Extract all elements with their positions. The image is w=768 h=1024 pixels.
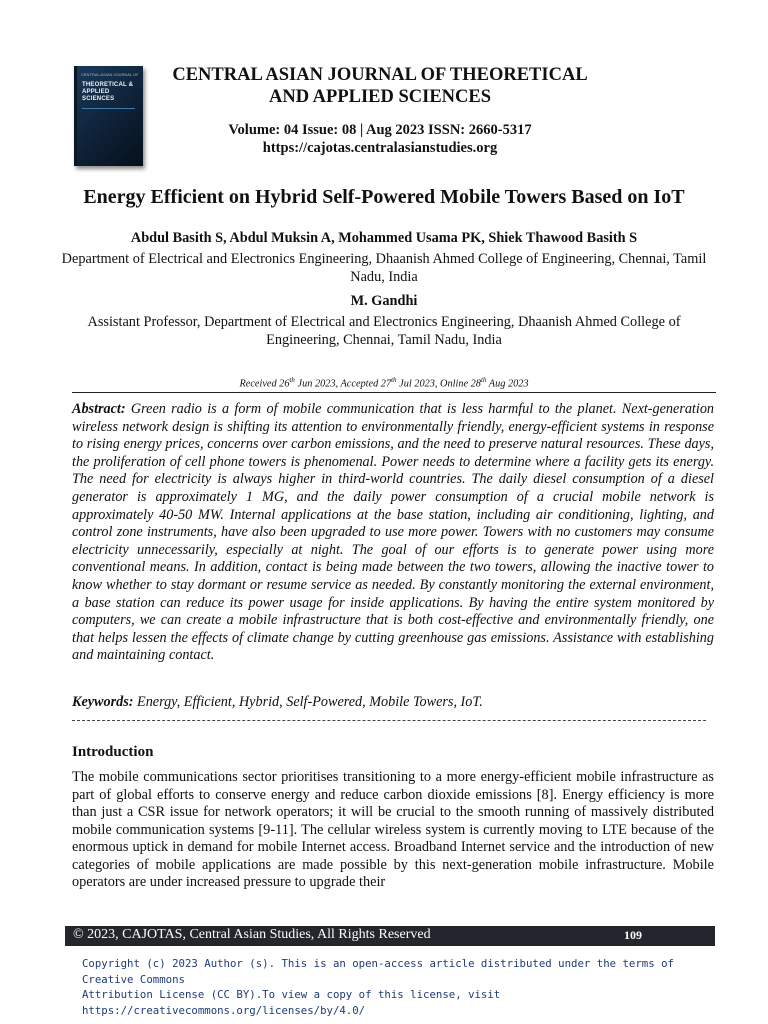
cover-title-line: APPLIED — [82, 89, 110, 95]
keywords-label: Keywords: — [72, 694, 134, 710]
cover-small-text: CENTRAL ASIAN JOURNAL OF — [81, 72, 139, 77]
author-list: Abdul Basith S, Abdul Muksin A, Mohammed Usama PK, Shiek Thawood Basith S — [130, 230, 638, 246]
date-suffix: th — [289, 376, 295, 384]
license-notice — [82, 956, 702, 1018]
cover-title-line: SCIENCES — [82, 96, 115, 102]
introduction-heading: Introduction — [72, 744, 154, 760]
introduction-paragraph: The mobile communications sector prioritises transitioning to a more energy-efficient mobile infrastructure as part of global efforts to conserve energy and reduce carbon dioxide emissions [8]. Energy efficiency is more than just a CSR issue for network operators; it will be crucial to the smooth running of massively distributed mobile communication systems [9-11]. The cellular wireless system is currently moving to LTE because of the enormous uptick in demand for mobile Internet access. Broadband Internet service and the introduction of new categories of mobile applications are made possible by this next-generation mobile infrastructure. Mobile operators are under increased pressure to upgrade their — [72, 769, 714, 890]
cover-divider — [82, 108, 135, 109]
date-suffix: th — [391, 376, 397, 384]
license-line: Copyright (c) 2023 Author (s). This is an open-access article distributed under the terms of Creative Commons — [82, 957, 674, 986]
date-suffix: th — [480, 376, 487, 384]
journal-title — [130, 64, 630, 108]
accepted-date: Jun 2023, Accepted 27 — [294, 378, 392, 390]
abstract — [72, 401, 714, 665]
page-number: 109 — [624, 928, 642, 942]
second-author: M. Gandhi — [350, 293, 418, 309]
footer-copyright: © 2023, CAJOTAS, Central Asian Studies, All Rights Reserved — [73, 927, 431, 942]
online-date-rest: Aug 2023 — [486, 378, 529, 390]
keywords — [72, 694, 714, 711]
paper-title: Energy Efficient on Hybrid Self-Powered Mobile Towers Based on IoT — [83, 186, 685, 208]
journal-title-line1: CENTRAL ASIAN JOURNAL OF THEORETICAL — [172, 65, 588, 85]
publication-dates — [60, 376, 708, 389]
received-date: Received 26 — [239, 378, 290, 390]
second-author-affiliation: Assistant Professor, Department of Electrical and Electronics Engineering, Dhaanish Ahmed College of Engineering, Chennai, Tamil Nadu, India — [87, 314, 681, 348]
online-date: Jul 2023, Online 28 — [396, 378, 481, 390]
author-affiliation: Department of Electrical and Electronics Engineering, Dhaanish Ahmed College of Engineering, Chennai, Tamil Nadu, India — [61, 251, 707, 285]
cover-title-line: THEORETICAL & — [82, 82, 134, 88]
abstract-label: Abstract: — [72, 401, 126, 417]
section-divider — [72, 392, 716, 393]
keywords-text: Energy, Efficient, Hybrid, Self-Powered, Mobile Towers, IoT. — [133, 694, 483, 710]
keywords-divider — [72, 720, 706, 722]
journal-url-link[interactable]: https://cajotas.centralasianstudies.org — [262, 140, 498, 156]
journal-title-line2: AND APPLIED SCIENCES — [268, 87, 492, 107]
volume-issue-line: Volume: 04 Issue: 08 | Aug 2023 ISSN: 2660-5317 — [228, 122, 532, 138]
abstract-text: Green radio is a form of mobile communication that is less harmful to the planet. Next-generation wireless network design is shifting its attention to environmentally friendly, energy-efficient systems in response to rising energy prices, concerns over carbon emissions, and the need to preserve natural resources. These days, the proliferation of cell phone towers is phenomenal. Power needs to determine where a facility gets its energy. The need for electricity is always higher in third-world countries. The daily diesel consumption of a diesel generator is approximately 1 MG, and the daily power consumption of a crucial mobile network is approximately 40-50 MW. Internal applications at the base station, including air conditioning, lighting, and control zone instruments, have also been upgraded to use more power. Towers with no customers may consume electricity unnecessarily, especially at night. The goal of our efforts is to generate power using more conventional means. In addition, contact is being made between the two towers, allowing the inactive tower to know whether to stay dormant or resume service as needed. By constantly monitoring the external environment, a base station can reduce its power usage for inside applications. By having the entire system monitored by computers, we can create a mobile infrastructure that is both cost-effective and environmentally friendly, one that helps lessen the effects of climate change by cutting greenhouse gas emissions. Assistance with establishing and maintaining contact. — [72, 401, 714, 664]
license-link[interactable]: Attribution License (CC BY).To view a copy of this license, visit https://creativecommons.org/licenses/by/4.0/ — [82, 988, 501, 1017]
